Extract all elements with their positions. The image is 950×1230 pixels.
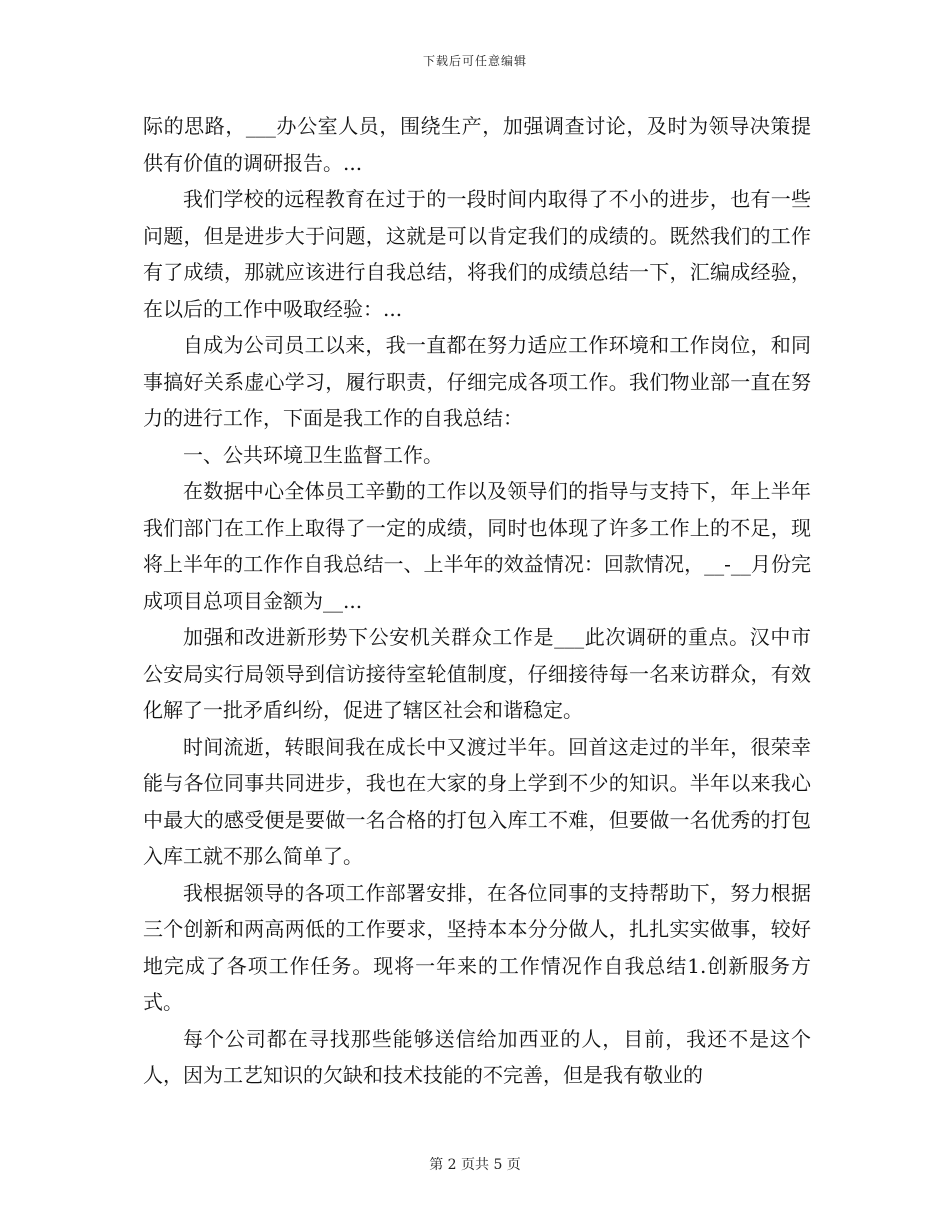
paragraph-9: 每个公司都在寻找那些能够送信给加西亚的人，目前，我还不是这个人，因为工艺知识的欠缺和技术技能的不完善，但是我有敬业的	[143, 1026, 811, 1087]
document-body	[143, 108, 811, 1094]
paragraph-8: 我根据领导的各项工作部署安排，在各位同事的支持帮助下，努力根据三个创新和两高两低的工作要求，坚持本本分分做人，扎扎实实做事，较好地完成了各项工作任务。现将一年来的工作情况作自我总结1.创新服务方式。	[143, 880, 811, 1014]
paragraph-6: 加强和改进新形势下公安机关群众工作是___此次调研的重点。汉中市公安局实行局领导到信访接待室轮值制度，仔细接待每一名来访群众，有效化解了一批矛盾纠纷，促进了辖区社会和谐稳定。	[143, 625, 811, 722]
paragraph-3: 自成为公司员工以来，我一直都在努力适应工作环境和工作岗位，和同事搞好关系虚心学习，履行职责，仔细完成各项工作。我们物业部一直在努力的进行工作，下面是我工作的自我总结：	[143, 333, 811, 430]
paragraph-5: 在数据中心全体员工辛勤的工作以及领导们的指导与支持下，年上半年我们部门在工作上取得了一定的成绩，同时也体现了许多工作上的不足，现将上半年的工作作自我总结一、上半年的效益情况：回款情况，__-__月份完成项目总项目金额为__...	[143, 479, 811, 613]
paragraph-7: 时间流逝，转眼间我在成长中又渡过半年。回首这走过的半年，很荣幸能与各位同事共同进步，我也在大家的身上学到不少的知识。半年以来我心中最大的感受便是要做一名合格的打包入库工不难，但要做一名优秀的打包入库工就不那么简单了。	[143, 734, 811, 868]
paragraph-2: 我们学校的远程教育在过于的一段时间内取得了不小的进步，也有一些问题，但是进步大于问题，这就是可以肯定我们的成绩的。既然我们的工作有了成绩，那就应该进行自我总结，将我们的成绩总结一下，汇编成经验，在以后的工作中吸取经验：...	[143, 187, 811, 321]
page-number: 第 2 页共 5 页	[429, 1157, 521, 1173]
section-heading: 一、公共环境卫生监督工作。	[183, 442, 443, 467]
paragraph-1: 际的思路，___办公室人员，围绕生产，加强调查讨论，及时为领导决策提供有价值的调研报告。...	[143, 114, 811, 175]
page-header: 下载后可任意编辑	[422, 54, 527, 68]
